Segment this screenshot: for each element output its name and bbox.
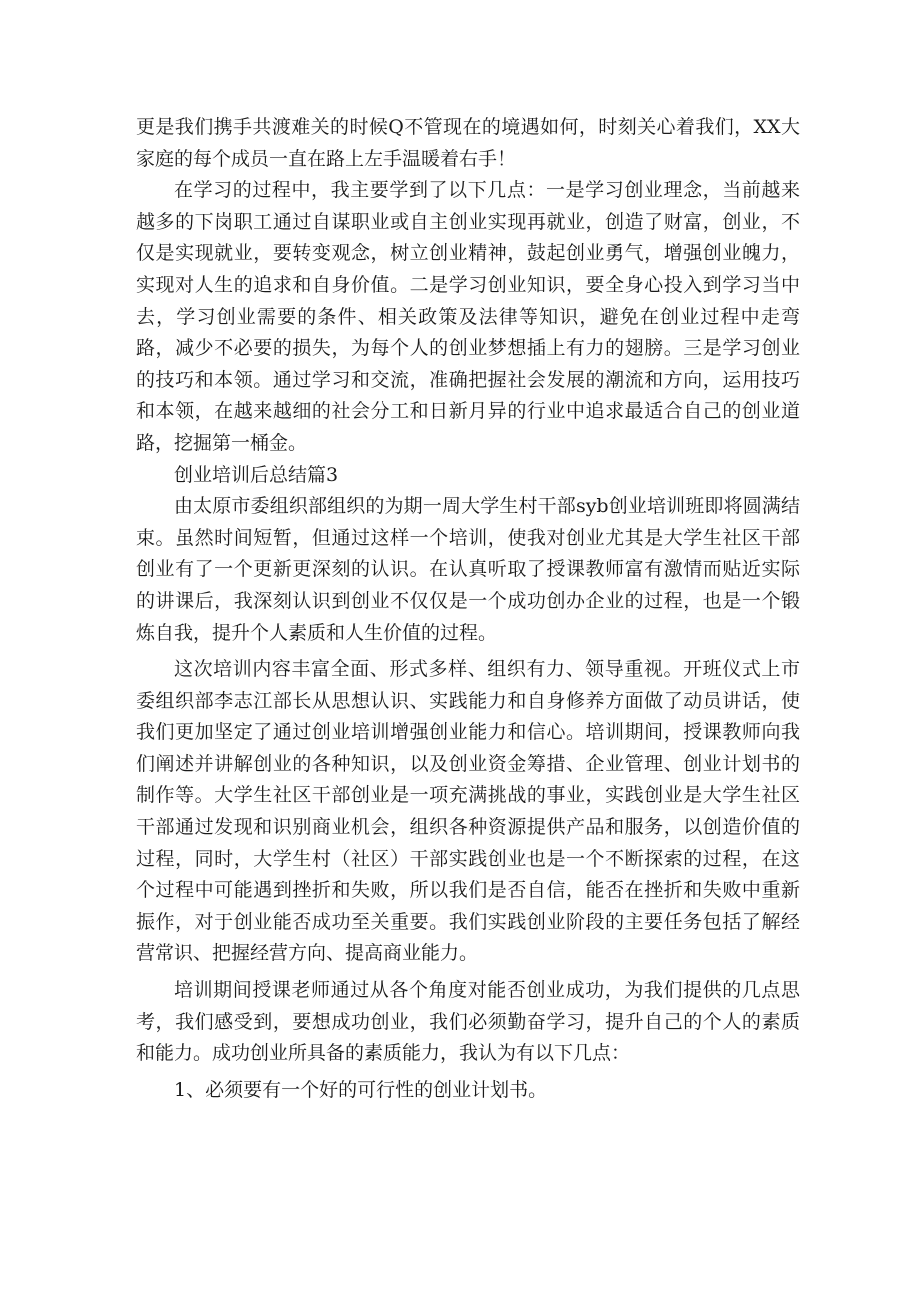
paragraph-continuation: 更是我们携手共渡难关的时候Q不管现在的境遇如何，时刻关心着我们，XX大家庭的每个成员一直在路上左手温暖着右手！	[136, 116, 800, 170]
paragraph-training-intro: 由太原市委组织部组织的为期一周大学生村干部syb创业培训班即将圆满结束。虽然时间短暂，但通过这样一个培训，使我对创业尤其是大学生社区干部创业有了一个更新更深刻的认识。在认真听取了授课教师富有激情而贴近实际的讲课后，我深刻认识到创业不仅仅是一个成功创办企业的过程，也是一个锻炼自我，提升个人素质和人生价值的过程。	[136, 495, 800, 644]
paragraph-training-content: 这次培训内容丰富全面、形式多样、组织有力、领导重视。开班仪式上市委组织部李志江部长从思想认识、实践能力和自身修养方面做了动员讲话，使我们更加坚定了通过创业培训增强创业能力和信心。培训期间，授课教师向我们阐述并讲解创业的各种知识，以及创业资金筹措、企业管理、创业计划书的制作等。大学生社区干部创业是一项充满挑战的事业，实践创业是大学生社区干部通过发现和识别商业机会，组织各种资源提供产品和服务，以创造价值的过程，同时，大学生村（社区）干部实践创业也是一个不断探索的过程，在这个过程中可能遇到挫折和失败，所以我们是否自信，能否在挫折和失败中重新振作，对于创业能否成功至关重要。我们实践创业阶段的主要任务包括了解经营常识、把握经营方向、提高商业能力。	[136, 658, 800, 965]
document-body	[136, 112, 800, 1106]
paragraph-teacher-thoughts: 培训期间授课老师通过从各个角度对能否创业成功，为我们提供的几点思考，我们感受到，要想成功创业，我们必须勤奋学习，提升自己的个人的素质和能力。成功创业所具备的素质能力，我认为有以下几点：	[136, 979, 800, 1065]
paragraph-learning-points: 在学习的过程中，我主要学到了以下几点：一是学习创业理念，当前越来越多的下岗职工通过自谋职业或自主创业实现再就业，创造了财富，创业，不仅是实现就业，要转变观念，树立创业精神，鼓起创业勇气，增强创业魄力，实现对人生的追求和自身价值。二是学习创业知识，要全身心投入到学习当中去，学习创业需要的条件、相关政策及法律等知识，避免在创业过程中走弯路，减少不必要的损失，为每个人的创业梦想插上有力的翅膀。三是学习创业的技巧和本领。通过学习和交流，准确把握社会发展的潮流和方向，运用技巧和本领，在越来越细的社会分工和日新月异的行业中追求最适合自己的创业道路，挖掘第一桶金。	[136, 179, 800, 454]
section-heading: 创业培训后总结篇3	[174, 463, 339, 486]
list-item-business-plan: 1、必须要有一个好的可行性的创业计划书。	[174, 1078, 548, 1101]
